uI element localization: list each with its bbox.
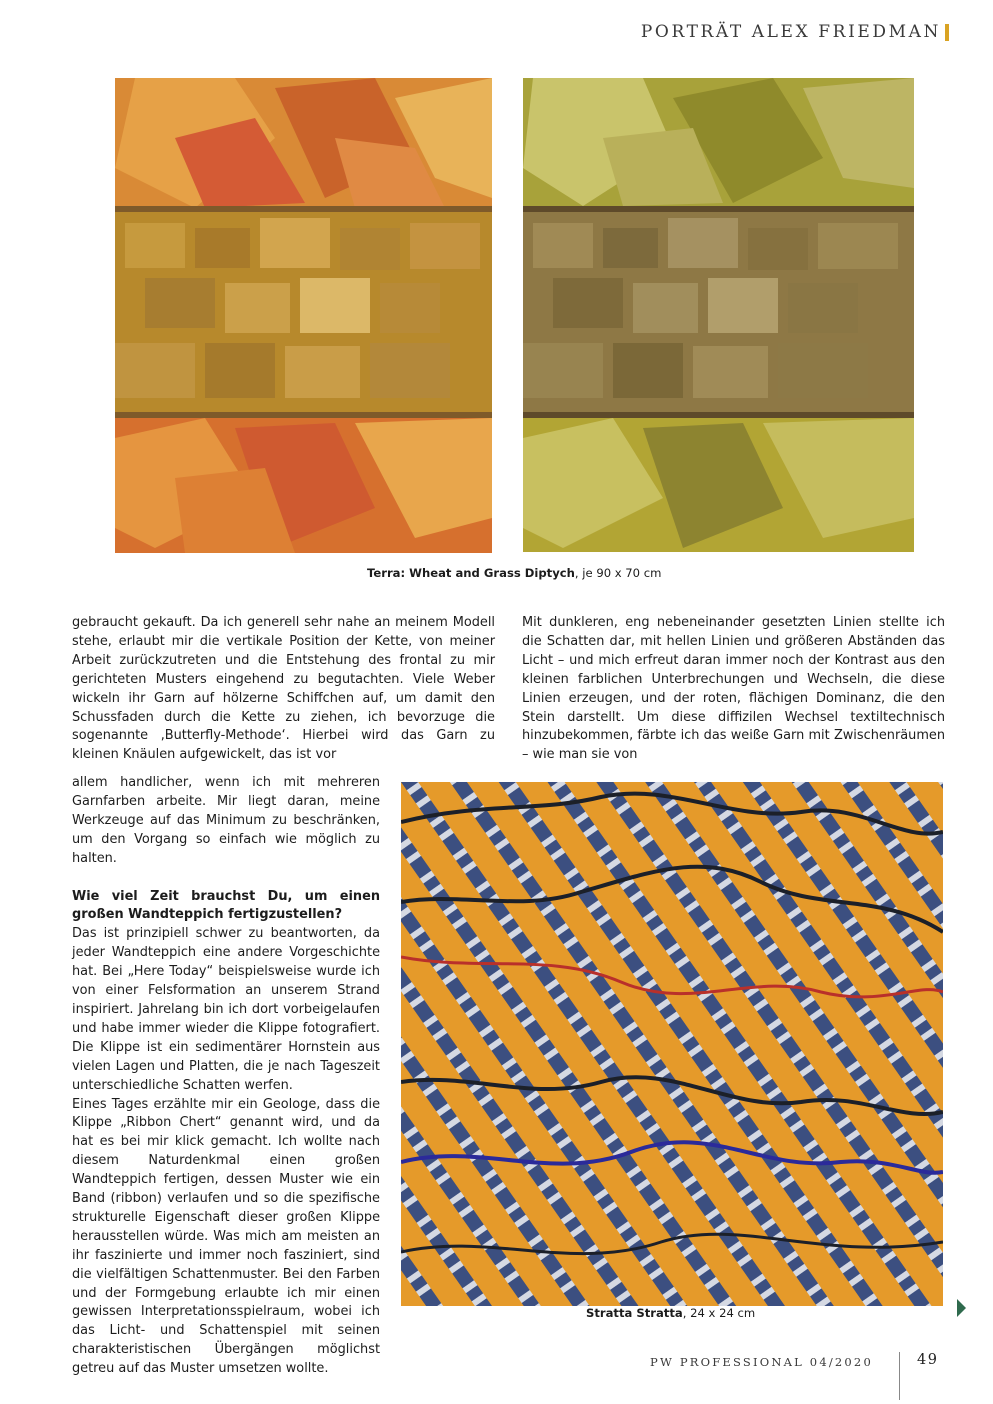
paragraph-left-b3: Eines Tages erzählte mir ein Geologe, dass die Klippe „Ribbon Chert“ genannt wird, und da hat es bei mir klick gemacht. Ich wollte nach diesem Naturdenkmal einen großen Wandteppich fertigen, dessen Muster wie ein Band (ribbon) verlaufen und so die spezifische strukturelle Eigenschaft dieser großen Klippe herausstellen würde. Was mich am meisten an ihr faszinierte und immer noch fasziniert, sind die vielfältigen Schattenmuster. Bei den Farben und der Formgebung erlaubte ich mir einen gewissen Interpretationsspielraum, wobei ich das Licht- und Schattenspiel mit seinen charakteristischen Übergängen möglichst getreu auf das Muster umsetzen wollte.	[72, 1096, 380, 1377]
caption-terra-dimensions: , je 90 x 70 cm	[574, 566, 662, 580]
caption-stratta-dimensions: , 24 x 24 cm	[682, 1306, 756, 1320]
continue-arrow-icon	[957, 1299, 966, 1317]
caption-terra-title: Terra: Wheat and Grass Diptych	[367, 566, 575, 580]
paragraph-left-b2: Das ist prinzipiell schwer zu beantworten, da jeder Wandteppich eine andere Vorgeschichte hat. Bei „Here Today“ beispielsweise wurde ich von einer Felsformation an unserem Strand inspiriert. Jahrelang bin ich dort vorbeigelaufen und habe immer wieder die Klippe fotografiert. Die Klippe ist ein sedimentärer Hornstein aus vielen Lagen und Platten, die je nach Tageszeit unterschiedliche Schatten werfen.	[72, 926, 380, 1093]
terra-grass-illustration	[523, 78, 914, 552]
paragraph-left-b1: allem handlicher, wenn ich mit mehreren Garnfarben arbeite. Mir liegt daran, meine Werkzeuge auf das Minimum zu beschränken, um den Vorgang so einfach wie möglich zu halten.	[72, 775, 380, 866]
photo-terra-grass-tapestry	[523, 78, 914, 552]
photo-stratta-tapestry	[401, 782, 943, 1306]
caption-stratta	[586, 1306, 755, 1320]
body-column-left-narrow	[72, 774, 380, 1379]
header-accent-bar	[945, 24, 949, 41]
footer-divider	[899, 1352, 900, 1400]
caption-stratta-title: Stratta Stratta	[586, 1306, 683, 1320]
paragraph-left-a: gebraucht gekauft. Da ich generell sehr nahe an meinem Modell stehe, erlaubt mir die vertikale Position der Kette, von meiner Arbeit zurückzutreten und die Entstehung des frontal zu mir gerichteten Musters eingehend zu begutachten. Viele Weber wickeln ihr Garn auf hölzerne Schiffchen auf, um damit den Schussfaden durch die Kette zu ziehen, ich bevorzuge die sogenannte ‚Butterfly-Methode‘. Hierbei wird das Garn zu kleinen Knäulen aufgewickelt, das ist vor	[72, 615, 495, 763]
stratta-illustration	[401, 782, 943, 1306]
running-header	[641, 20, 949, 44]
footer-magazine: PW PROFESSIONAL 04/2020	[650, 1355, 873, 1369]
body-column-right	[522, 614, 945, 765]
paragraph-right: Mit dunkleren, eng nebeneinander gesetzten Linien stellte ich die Schatten dar, mit hellen Linien und größeren Abständen das Licht – und mich erfreut daran immer noch der Kontrast aus den kleinen farblichen Unterbrechungen und Wechseln, die diese Linien erzeugen, und der roten, flächigen Dominanz, die den Stein darstellt. Um diese diffizilen Wechsel textiltechnisch hinzubekommen, färbte ich das weiße Garn mit Zwischenräumen – wie man sie von	[522, 615, 945, 763]
terra-wheat-illustration	[115, 78, 492, 553]
caption-terra	[367, 566, 661, 580]
photo-terra-wheat-tapestry	[115, 78, 492, 553]
body-column-left-top	[72, 614, 495, 765]
page-number: 49	[917, 1352, 939, 1368]
subheading: Wie viel Zeit brauchst Du, um einen großen Wandteppich fertigzustellen?	[72, 888, 380, 923]
running-header-title: PORTRÄT ALEX FRIEDMAN	[640, 22, 941, 42]
